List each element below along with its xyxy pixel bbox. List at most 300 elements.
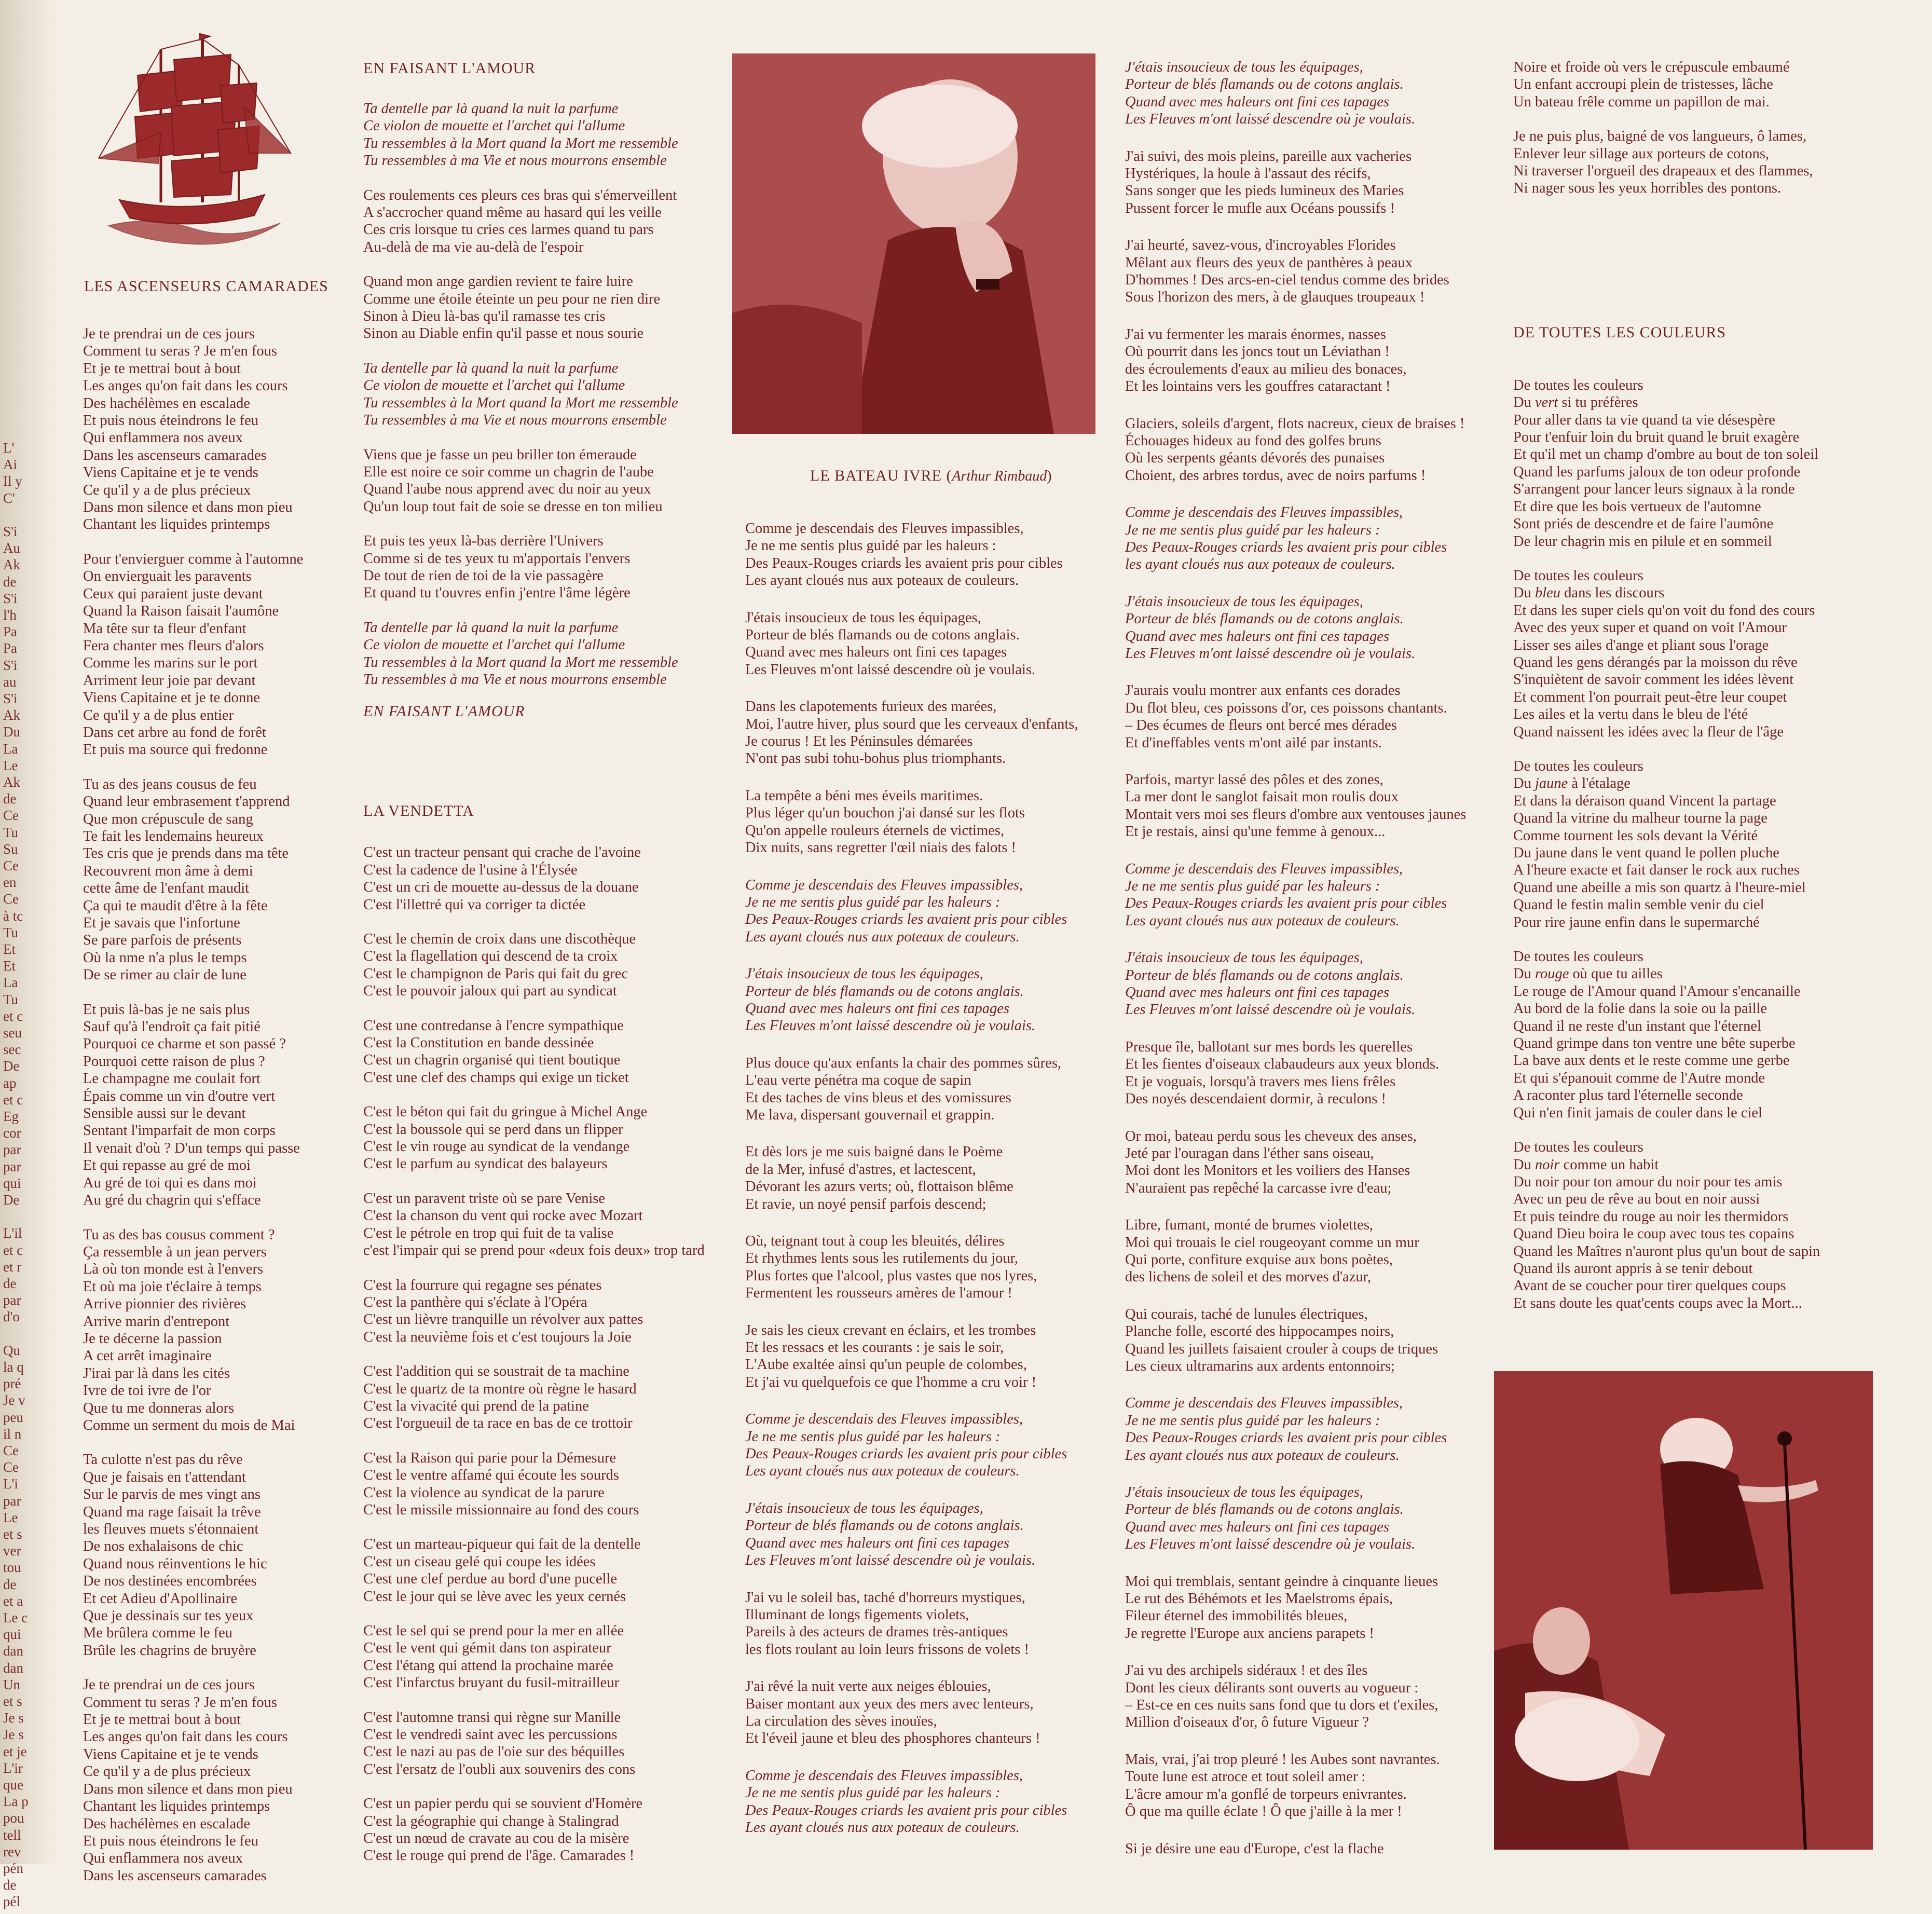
- poem-line: C'est le parfum au syndicat des balayeurs: [363, 1156, 608, 1172]
- poem-line: C'est la panthère qui s'éclate à l'Opéra: [363, 1294, 587, 1310]
- poem-line: Le champagne me coulait fort: [83, 1071, 261, 1087]
- poem-line: Planche folle, escorté des hippocampes noirs,: [1125, 1323, 1394, 1340]
- margin-fragment: tou: [3, 1560, 21, 1576]
- poem-line: Je te décerne la passion: [83, 1330, 222, 1347]
- poem-line: Je ne me sentis plus guidé par les haleurs :: [1125, 878, 1380, 895]
- poem-line: Arrive marin d'entrepont: [83, 1313, 230, 1330]
- poem-line: Quand mon ange gardien revient te faire luire: [363, 274, 633, 290]
- margin-fragment: qui: [3, 1175, 21, 1191]
- color-word: vert: [1534, 394, 1558, 411]
- poem-title-couleurs: DE TOUTES LES COULEURS: [1513, 323, 1727, 341]
- margin-fragment: qui: [3, 1626, 21, 1643]
- stanza: [363, 1103, 705, 1173]
- poem-line: Quand avec mes haleurs ont fini ces tapages: [745, 644, 1007, 661]
- poem-line: Brûle les chagrins de bruyère: [83, 1642, 256, 1659]
- color-line-post: si tu préfères: [1558, 394, 1638, 411]
- stanza: [745, 609, 1078, 679]
- poem-line: La bave aux dents et le reste comme une gerbe: [1513, 1052, 1790, 1069]
- stanza: [1125, 415, 1466, 485]
- poem-line: Quand la Raison faisait l'aumône: [83, 603, 279, 620]
- poem-line: Choient, des arbres tordus, avec de noirs parfums !: [1125, 467, 1426, 484]
- poem-line: Comme si de tes yeux tu m'apportais l'envers: [363, 550, 631, 567]
- poem-line: Des Peaux-Rouges criards les avaient pris pour cibles: [745, 1802, 1067, 1819]
- stanza: [1125, 682, 1466, 751]
- poem-line: Les anges qu'on fait dans les cours: [83, 378, 288, 394]
- stanza: [83, 325, 328, 534]
- margin-fragment: C': [3, 490, 15, 506]
- poem-line: Ivre de toi ivre de l'or: [83, 1383, 211, 1399]
- poem-line: Quand avec mes haleurs ont fini ces tapages: [745, 1000, 1009, 1017]
- poem-line: L'âcre amour m'a gonflé de torpeurs enivrantes.: [1125, 1786, 1407, 1802]
- margin-fragment: Le c: [3, 1610, 28, 1625]
- margin-fragment: Il y: [3, 473, 22, 489]
- poem-line: Dans les ascenseurs camarades: [83, 447, 267, 463]
- margin-fragment: de: [3, 1576, 17, 1592]
- poem-line: Pourquoi ce charme et son passé ?: [83, 1036, 286, 1052]
- bateau-ivre-title-close: ): [1047, 468, 1052, 484]
- stanza: [363, 187, 705, 256]
- stanza: [745, 787, 1078, 857]
- poem-line: C'est le pouvoir jaloux qui part au syndicat: [363, 983, 617, 1000]
- poem-line: C'est l'addition qui se soustrait de ta machine: [363, 1363, 629, 1380]
- stanza: [83, 1451, 328, 1659]
- poem-line: N'ont pas subi tohu-bohus plus triomphants.: [745, 750, 1006, 767]
- poem-line: Moi qui tremblais, sentant geindre à cinquante lieues: [1125, 1573, 1438, 1590]
- margin-fragment: Tu: [3, 924, 19, 940]
- stanza: [1125, 593, 1466, 663]
- poem-line: Sans songer que les pieds lumineux des Maries: [1125, 183, 1404, 199]
- color-line-pre: Du: [1513, 1156, 1535, 1173]
- poem-line: Lisser ses ailes d'ange et pliant sous l'orage: [1513, 637, 1769, 653]
- margin-fragment: ap: [3, 1075, 17, 1091]
- stanza: [1513, 567, 1820, 741]
- poem-line: Me lava, dispersant gouvernail et grappin.: [745, 1106, 995, 1123]
- poem-line: Pour aller dans ta vie quand ta vie désespère: [1513, 412, 1775, 428]
- poem-line: Comme tournent les sols devant la Vérité: [1513, 827, 1758, 844]
- stanza: [1125, 1751, 1466, 1821]
- stanza: [1125, 1128, 1466, 1197]
- poem-line: Ta dentelle par là quand la nuit la parfume: [363, 360, 619, 376]
- poem-line: Porteur de blés flamands ou de cotons anglais.: [745, 983, 1024, 1000]
- stanza: [83, 1676, 328, 1884]
- poem-line: Je ne me sentis plus guidé par les haleurs :: [745, 538, 996, 554]
- margin-fragment: Je s: [3, 1727, 24, 1743]
- poem-line: Viens Capitaine et je te donne: [83, 690, 260, 706]
- poem-line: C'est la chanson du vent qui rocke avec Mozart: [363, 1208, 643, 1224]
- poem-line: Quand les gens dérangés par la moisson du rêve: [1513, 654, 1798, 671]
- poem-line: Quand les Maîtres n'auront plus qu'un bout de sapin: [1513, 1243, 1820, 1260]
- stanza: [1125, 1573, 1466, 1643]
- color-line: [1513, 965, 1820, 982]
- poem-line: les ayant cloués nus aux poteaux de couleurs.: [1125, 556, 1395, 573]
- poem-line: Te fait les lendemains heureux: [83, 828, 264, 844]
- poem-line: Ces roulements ces pleurs ces bras qui s'émerveillent: [363, 187, 677, 203]
- poem-line: Le rut des Béhémots et les Maelstroms épais,: [1125, 1591, 1393, 1607]
- poem-line: Comme je descendais des Fleuves impassibles,: [1125, 1395, 1403, 1412]
- poem-line: Ce qu'il y a de plus précieux: [83, 1763, 251, 1780]
- poem-line: Comment tu seras ? Je m'en fous: [83, 1694, 277, 1711]
- poem-line: Où les serpents géants dévorés des punaises: [1125, 450, 1385, 467]
- stanza-head: De toutes les couleurs: [1513, 758, 1643, 774]
- poem-line: Le rouge de l'Amour quand l'Amour s'encanaille: [1513, 983, 1801, 1000]
- poem-line: Dans les ascenseurs camarades: [83, 1867, 267, 1884]
- margin-fragment: Ak: [3, 557, 20, 573]
- poem-line: Noire et froide où vers le crépuscule embaumé: [1513, 59, 1790, 75]
- margin-fragment: l'h: [3, 607, 17, 623]
- poem-line: Les Fleuves m'ont laissé descendre où je voulais.: [1125, 645, 1416, 662]
- poem-line: Tu ressembles à la Mort quand la Mort me ressemble: [363, 394, 678, 411]
- poem-line: A s'accrocher quand même au hasard qui les veille: [363, 204, 662, 221]
- poem-line: Tu ressembles à la Mort quand la Mort me ressemble: [363, 135, 678, 152]
- poem-line: Chantant les liquides printemps: [83, 516, 270, 533]
- poem-line: Et je voguais, lorsqu'à travers mes liens frêles: [1125, 1073, 1396, 1090]
- poem-line: C'est le vendredi saint avec les percussions: [363, 1727, 618, 1743]
- margin-fragment: tell: [3, 1827, 21, 1843]
- column-bateau-ivre-2: [1125, 59, 1466, 1857]
- poem-line: J'étais insoucieux de tous les équipages,: [745, 1500, 983, 1516]
- poem-line: J'irai par là dans les cités: [83, 1365, 230, 1382]
- poem-line: De se rimer au clair de lune: [83, 967, 246, 983]
- poem-line: Quand les parfums jaloux de ton odeur profonde: [1513, 463, 1801, 480]
- poem-line: Qui enflammera nos aveux: [83, 430, 243, 446]
- poem-line: Ma tête sur ta fleur d'enfant: [83, 620, 246, 637]
- poem-line: C'est une clef perdue au bord d'une pucelle: [363, 1571, 618, 1588]
- poem-line: Ça qui te maudit d'être à la fête: [83, 897, 268, 914]
- stanza: [363, 273, 705, 343]
- column-faisant-amour: [363, 60, 705, 1865]
- color-word: bleu: [1534, 585, 1561, 601]
- poem-line: Fileur éternel des immobilités bleues,: [1125, 1608, 1348, 1624]
- poem-title-vendetta: LA VENDETTA: [363, 802, 474, 820]
- margin-fragment: La: [3, 975, 18, 991]
- stanza: [745, 1678, 1078, 1747]
- stanza: [745, 1322, 1078, 1391]
- poem-line: Et j'ai vu quelquefois ce que l'homme a cru voir !: [745, 1374, 1037, 1390]
- poem-line: Comme je descendais des Fleuves impassibles,: [745, 521, 1024, 537]
- poem-line: Et qu'il met un champ d'ombre au bout de ton soleil: [1513, 446, 1819, 463]
- poem-line: Là où ton monde est à l'envers: [83, 1261, 264, 1278]
- poem-line: Baiser montant aux yeux des mers avec lenteurs,: [745, 1696, 1034, 1712]
- poem-line: J'ai vu fermenter les marais énormes, nasses: [1125, 326, 1386, 343]
- poem-line: De leur chagrin mis en pilule et en sommeil: [1513, 533, 1772, 550]
- margin-fragment: dan: [3, 1643, 23, 1659]
- poem-line: Se pare parfois de présents: [83, 932, 242, 949]
- poem-line: C'est la vivacité qui prend de la patine: [363, 1398, 589, 1414]
- poem-line: Qu'un loup tout fait de soie se dresse en ton milieu: [363, 498, 663, 515]
- poem-line: J'ai vu le soleil bas, taché d'horreurs mystiques,: [745, 1589, 1025, 1606]
- poem-line: Je courus ! Et les Péninsules démarées: [745, 733, 973, 750]
- poem-line: Comme les marins sur le port: [83, 655, 258, 672]
- poem-line: Et comment l'on pourrait peut-être leur coupet: [1513, 689, 1787, 705]
- stanza: [363, 446, 705, 516]
- margin-fragment: et a: [3, 1593, 23, 1609]
- stanza: [363, 1709, 705, 1779]
- margin-fragment: pén: [3, 1861, 23, 1876]
- poem-ascenseurs: [83, 325, 328, 1884]
- poem-line: Et sans doute les quat'cents coups avec la Mort...: [1513, 1295, 1802, 1311]
- poem-line: C'est l'ersatz de l'oubli aux souvenirs des cons: [363, 1761, 636, 1778]
- poem-line: Et les lointains vers les gouffres cataractant !: [1125, 378, 1391, 395]
- poem-line: Dans les clapotements furieux des marées,: [745, 699, 997, 715]
- poem-line: Elle est noire ce soir comme un chagrin de l'aube: [363, 463, 654, 480]
- margin-fragment: cor: [3, 1125, 21, 1141]
- stanza: [1125, 1216, 1466, 1286]
- margin-fragment: Tu: [3, 991, 19, 1007]
- poem-line: Moi qui trouais le ciel rougeoyant comme un mur: [1125, 1234, 1419, 1251]
- poem-line: Quand il ne reste d'un instant que l'éternel: [1513, 1018, 1762, 1034]
- poem-line: Fera chanter mes fleurs d'alors: [83, 637, 264, 654]
- poem-line: Avant de se coucher pour tirer quelques coups: [1513, 1278, 1786, 1294]
- concert-photo: [1494, 1371, 1873, 1850]
- poem-line: Fermentent les rousseurs amères de l'amour !: [745, 1285, 1012, 1302]
- poem-line: C'est le sel qui se prend pour la mer en allée: [363, 1623, 624, 1639]
- poem-line: Ce violon de mouette et l'archet qui l'allume: [363, 118, 625, 134]
- margin-fragment: L'il: [3, 1225, 22, 1241]
- margin-fragment: et c: [3, 1008, 23, 1024]
- color-line-post: à l'étalage: [1568, 775, 1630, 792]
- poem-line: Comme je descendais des Fleuves impassibles,: [745, 877, 1023, 893]
- stanza: [745, 1767, 1078, 1837]
- poem-line: Au gré de toi qui es dans moi: [83, 1174, 257, 1191]
- poem-line: Tu ressembles à ma Vie et nous mourrons ensemble: [363, 671, 667, 688]
- poem-line: Et quand tu t'ouvres enfin j'entre l'âme légère: [363, 585, 631, 601]
- poem-line: Des Peaux-Rouges criards les avaient pris pour cibles: [1125, 895, 1447, 912]
- margin-fragment: Ce: [3, 891, 19, 907]
- poem-line: Dévorant les azurs verts; où, flottaison blême: [745, 1179, 1013, 1195]
- margin-fragment: pél: [3, 1894, 20, 1910]
- poem-line: Pour t'envierguer comme à l'automne: [83, 551, 304, 567]
- margin-fragment: Je v: [3, 1392, 25, 1409]
- stanza: [363, 1622, 705, 1692]
- margin-fragment: en: [3, 874, 17, 891]
- stanza: [1125, 237, 1466, 306]
- poem-line: Les Fleuves m'ont laissé descendre où je voulais.: [745, 1018, 1036, 1034]
- poem-line: Ô que ma quille éclate ! Ô que j'aille à la mer !: [1125, 1803, 1402, 1820]
- poem-line: Plus douce qu'aux enfants la chair des pommes sûres,: [745, 1055, 1062, 1071]
- left-page-strip: [0, 0, 62, 1910]
- poem-line: Avec un peu de rêve au bout en noir aussi: [1513, 1191, 1760, 1208]
- color-line-post: où que tu ailles: [1569, 966, 1663, 982]
- stanza: [363, 532, 705, 602]
- column-bateau-ivre-1: [745, 467, 1078, 1836]
- margin-fragment: Ai: [3, 457, 17, 473]
- margin-fragment: d'o: [3, 1309, 20, 1325]
- poem-line: Pussent forcer le mufle aux Océans poussifs !: [1125, 200, 1395, 216]
- poem-line: Tes cris que je prends dans ma tête: [83, 845, 289, 862]
- poem-line: Ni nager sous les yeux horribles des pontons.: [1513, 180, 1782, 197]
- poem-line: C'est un cri de mouette au-dessus de la douane: [363, 879, 639, 896]
- poem-line: Glaciers, soleils d'argent, flots nacreux, cieux de braises !: [1125, 415, 1465, 432]
- poem-line: C'est un tracteur pensant qui crache de l'avoine: [363, 844, 641, 861]
- poem-line: Dans mon silence et dans mon pieu: [83, 1781, 293, 1797]
- color-line-pre: Du: [1513, 394, 1535, 411]
- stanza: [1125, 326, 1466, 395]
- stanza-head: De toutes les couleurs: [1513, 377, 1643, 393]
- poem-line: J'ai heurté, savez-vous, d'incroyables Florides: [1125, 237, 1396, 254]
- poem-line: Parfois, martyr lassé des pôles et des zones,: [1125, 772, 1383, 788]
- margin-fragment: Ak: [3, 707, 20, 723]
- color-line-post: dans les discours: [1560, 585, 1665, 601]
- poem-line: Des Peaux-Rouges criards les avaient pris pour cibles: [1125, 539, 1447, 555]
- poem-line: S'inquiètent de savoir comment les idées lèvent: [1513, 672, 1794, 688]
- poem-line: Qui porte, confiture exquise aux bons poètes,: [1125, 1251, 1393, 1268]
- poem-line: Ce qu'il y a de plus entier: [83, 707, 234, 723]
- poem-line: Sentant l'imparfait de mon corps: [83, 1123, 276, 1139]
- poem-line: Quand naissent les idées avec la fleur de l'âge: [1513, 723, 1784, 740]
- poem-line: Et puis nous éteindrons le feu: [83, 1833, 258, 1849]
- margin-fragment: Ak: [3, 774, 20, 790]
- stanza: [363, 1450, 705, 1519]
- poem-line: C'est un ciseau gelé qui coupe les idées: [363, 1553, 596, 1570]
- stanza: [1513, 948, 1820, 1122]
- poem-line: Et je te mettrai bout à bout: [83, 1712, 241, 1728]
- poem-line: Ta culotte n'est pas du rêve: [83, 1452, 243, 1468]
- margin-fragment: Ce: [3, 1459, 19, 1475]
- margin-fragment: Je s: [3, 1710, 24, 1726]
- poem-line: C'est la fourrure qui regagne ses pénates: [363, 1277, 602, 1293]
- poem-line: Quand avec mes haleurs ont fini ces tapages: [1125, 93, 1389, 110]
- poem-line: des écroulements d'eaux au milieu des bonaces,: [1125, 361, 1407, 377]
- stanza: [1125, 59, 1466, 128]
- margin-fragment: rev: [3, 1843, 21, 1860]
- poem-line: Et ravie, un noyé pensif parfois descend;: [745, 1196, 986, 1212]
- margin-fragment: à tc: [3, 908, 23, 924]
- margin-fragment: S'i: [3, 524, 18, 539]
- poem-line: Plus léger qu'un bouchon j'ai dansé sur les flots: [745, 805, 1025, 822]
- poem-line: Million d'oiseaux d'or, ô future Vigueur ?: [1125, 1714, 1369, 1731]
- poem-line: C'est la flagellation qui descend de ta croix: [363, 948, 618, 965]
- margin-fragment: au: [3, 674, 17, 690]
- poem-line: Je te prendrai un de ces jours: [83, 1677, 255, 1693]
- poem-line: Et qui s'épanouit comme de l'Autre monde: [1513, 1070, 1765, 1086]
- stanza: [363, 100, 705, 170]
- margin-fragment: Ce: [3, 858, 19, 873]
- poem-line: C'est une contredanse à l'encre sympathique: [363, 1017, 624, 1034]
- column-ascenseurs: [83, 278, 328, 1884]
- poem-line: Je ne me sentis plus guidé par les haleurs :: [745, 1428, 1001, 1445]
- stanza: [1513, 128, 1820, 197]
- poem-line: Porteur de blés flamands ou de cotons anglais.: [1125, 967, 1404, 983]
- margin-fragment: la q: [3, 1359, 24, 1375]
- poem-line: Ceux qui paraient juste devant: [83, 585, 263, 602]
- color-line-post: comme un habit: [1559, 1156, 1659, 1173]
- margin-fragment: et s: [3, 1526, 22, 1542]
- poem-closing-faisant-amour: EN FAISANT L'AMOUR: [363, 703, 525, 720]
- margin-fragment: Ce: [3, 1443, 19, 1458]
- poem-bateau-ivre-ending: [1513, 59, 1820, 197]
- poem-line: Où la nme n'a plus le temps: [83, 949, 247, 966]
- poem-line: La circulation des sèves inouïes,: [745, 1713, 937, 1729]
- ship-illustration: [88, 29, 296, 252]
- margin-fragment: pré: [3, 1376, 21, 1392]
- poem-line: Quand l'aube nous apprend avec du noir au yeux: [363, 481, 651, 498]
- poem-line: Tu ressembles à ma Vie et nous mourrons ensemble: [363, 412, 667, 429]
- poem-line: Dix nuits, sans regretter l'œil niais des falots !: [745, 840, 1016, 856]
- poem-vendetta: [363, 844, 705, 1865]
- stanza: [363, 1363, 705, 1432]
- poem-line: Pour rire jaune enfin dans le supermarché: [1513, 914, 1760, 931]
- margin-fragment: et s: [3, 1693, 22, 1709]
- poem-line: C'est la neuvième fois et c'est toujours la Joie: [363, 1329, 632, 1345]
- margin-fragment: par: [3, 1142, 21, 1158]
- poem-line: Qui n'en finit jamais de couler dans le ciel: [1513, 1104, 1762, 1121]
- poem-line: C'est un marteau-piqueur qui fait de la dentelle: [363, 1536, 641, 1553]
- poem-line: Et puis ma source qui fredonne: [83, 742, 268, 758]
- poem-line: Qu'on appelle rouleurs éternels de victimes,: [745, 822, 1004, 839]
- margin-fragment: et c: [3, 1242, 23, 1258]
- margin-fragment: dan: [3, 1660, 23, 1676]
- margin-fragment: seu: [3, 1025, 22, 1041]
- poem-line: – Des écumes de fleurs ont bercé mes dérades: [1125, 717, 1397, 734]
- margin-fragment: par: [3, 1158, 21, 1174]
- poem-line: Du flot bleu, ces poissons d'or, ces poissons chantants.: [1125, 700, 1447, 716]
- poem-line: J'étais insoucieux de tous les équipages,: [745, 966, 983, 982]
- stanza: [363, 1795, 705, 1865]
- stanza: [1125, 1484, 1466, 1553]
- poem-line: Arriment leur joie par devant: [83, 672, 256, 689]
- poem-line: C'est un nœud de cravate au cou de la misère: [363, 1830, 629, 1847]
- margin-fragment: par: [3, 1493, 21, 1509]
- poem-line: Au bord de la folie dans la soie ou la paille: [1513, 1001, 1767, 1017]
- poem-line: D'hommes ! Des arcs-en-ciel tendus comme des brides: [1125, 272, 1449, 289]
- stanza: [1125, 1395, 1466, 1464]
- color-word: jaune: [1534, 775, 1568, 792]
- poem-line: Viens que je fasse un peu briller ton émeraude: [363, 446, 637, 463]
- poem-line: Qui courais, taché de lunules électriques,: [1125, 1306, 1368, 1322]
- stanza: [83, 1001, 328, 1209]
- margin-fragment: S'i: [3, 691, 18, 706]
- poem-line: Dans cet arbre au fond de forêt: [83, 724, 266, 741]
- poem-line: C'est le missile missionnaire au fond des cours: [363, 1501, 639, 1518]
- margin-fragment: Le: [3, 1509, 18, 1525]
- poem-line: Échouages hideux au fond des golfes bruns: [1125, 432, 1381, 449]
- poem-couleurs: [1513, 377, 1820, 1312]
- stanza-head: De toutes les couleurs: [1513, 949, 1643, 965]
- poem-line: Il venait d'où ? D'un temps qui passe: [83, 1140, 300, 1156]
- poem-line: L'eau verte pénétra ma coque de sapin: [745, 1072, 971, 1089]
- stanza: [745, 520, 1078, 590]
- margin-fragment: L': [3, 440, 15, 456]
- poem-line: De tout de rien de toi de la vie passagère: [363, 567, 604, 584]
- poem-line: Les ayant cloués nus aux poteaux de couleurs.: [745, 928, 1020, 945]
- stanza: [363, 1190, 705, 1260]
- poem-line: Montait vers moi ses fleurs d'ombre aux ventouses jaunes: [1125, 806, 1467, 823]
- poem-line: Quand avec mes haleurs ont fini ces tapages: [745, 1535, 1009, 1551]
- poem-line: Jeté par l'ouragan dans l'éther sans oiseau,: [1125, 1145, 1374, 1161]
- poem-line: C'est le vent qui gémit dans ton aspirateur: [363, 1640, 611, 1657]
- stanza: [363, 1017, 705, 1087]
- margin-fragment: Et: [3, 941, 16, 957]
- poem-line: Et dans la déraison quand Vincent la partage: [1513, 792, 1776, 809]
- poem-line: Viens Capitaine et je te vends: [83, 464, 258, 481]
- stanza: [1125, 860, 1466, 930]
- margin-fragment: que: [3, 1777, 23, 1793]
- poem-line: Quand grimpe dans ton ventre une bête superbe: [1513, 1035, 1796, 1052]
- margin-fragment: Pa: [3, 640, 17, 657]
- poem-line: Des hachélèmes en escalade: [83, 395, 251, 412]
- margin-fragment: de: [3, 791, 17, 807]
- poem-line: Mais, vrai, j'ai trop pleuré ! les Aubes sont navrantes.: [1125, 1751, 1440, 1768]
- poem-line: Et puis là-bas je ne sais plus: [83, 1001, 250, 1018]
- stanza: [1125, 1840, 1466, 1857]
- poem-faisant-amour: [363, 100, 705, 688]
- poem-line: Or moi, bateau perdu sous les cheveux des anses,: [1125, 1128, 1417, 1144]
- poem-line: Quand leur embrasement t'apprend: [83, 794, 290, 810]
- poem-line: Je regrette l'Europe aux anciens parapets !: [1125, 1625, 1374, 1642]
- margin-fragment: Au: [3, 540, 20, 556]
- poem-line: Les cieux ultramarins aux ardents entonnoirs;: [1125, 1358, 1395, 1374]
- poem-line: Pourquoi cette raison de plus ?: [83, 1053, 265, 1070]
